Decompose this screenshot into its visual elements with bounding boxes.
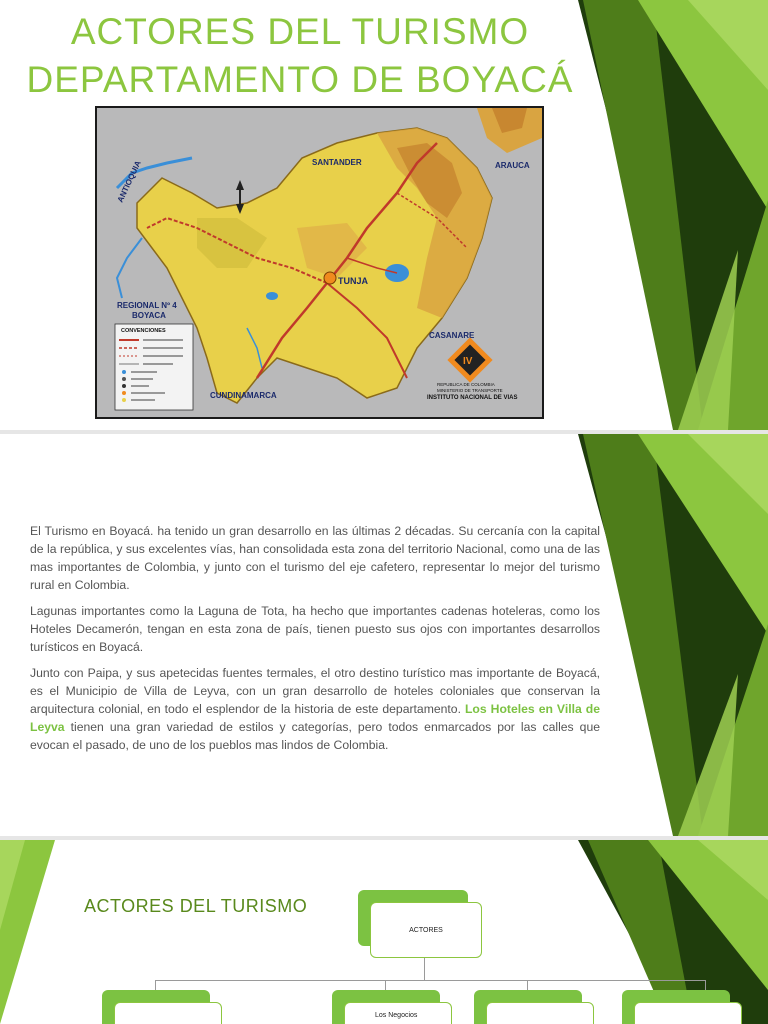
legend-title: CONVENCIONES xyxy=(121,328,166,334)
institution-line1: REPUBLICA DE COLOMBIA xyxy=(437,382,495,387)
green-triangle-decoration xyxy=(578,434,768,836)
label-arauca: ARAUCA xyxy=(495,161,530,170)
villa-de-leyva-hotels-link[interactable]: Los Hoteles en Villa de Leyva xyxy=(30,702,600,734)
paragraph-2: Lagunas importantes como la Laguna de Tota, ha hecho que importantes cadenas hoteleras, como los Hoteles Decamerón, tengan en esta zona de país, tienen puesto sus ojos con importantes desarrollos turísticos en Boyacá. xyxy=(30,604,600,654)
org-node-negocios xyxy=(344,1002,452,1024)
invias-logo-icon xyxy=(447,337,492,382)
regional-title: REGIONAL Nº 4 xyxy=(117,301,177,310)
label-santander: SANTANDER xyxy=(312,158,362,167)
org-node-4 xyxy=(634,1002,742,1024)
org-connector xyxy=(155,980,156,990)
org-connector xyxy=(424,958,425,980)
org-node-actores-label: ACTORES xyxy=(409,927,443,934)
label-antioquia: ANTIOQUIA xyxy=(115,159,143,204)
section-title: ACTORES DEL TURISMO xyxy=(84,896,308,916)
green-triangle-decoration xyxy=(578,0,768,430)
page-title-line1: ACTORES DEL TURISMO xyxy=(70,11,530,52)
label-cundinamarca: CUNDINAMARCA xyxy=(210,391,277,400)
slide-actors-chart xyxy=(0,840,768,1024)
tourism-description xyxy=(30,522,600,762)
org-connector xyxy=(527,980,528,990)
green-triangle-decoration-left xyxy=(0,840,70,1024)
institution-line2: MINISTERIO DE TRANSPORTE xyxy=(437,388,503,393)
org-connector xyxy=(705,980,706,990)
regional-subtitle: BOYACA xyxy=(132,311,166,320)
paragraph-3-tail: tienen una gran variedad de estilos y categorías, pero todos enmarcados por las calles que evocan el pasado, de uno de los pueblos mas lindos de Colombia. xyxy=(30,720,601,752)
org-node-actores xyxy=(370,902,482,958)
org-node-negocios-label: Los Negocios xyxy=(375,1012,418,1019)
paragraph-3 xyxy=(30,664,600,754)
slide-map xyxy=(0,0,768,430)
org-connector xyxy=(385,980,386,990)
org-node-3 xyxy=(486,1002,594,1024)
label-tunja: TUNJA xyxy=(338,276,369,286)
label-casanare: CASANARE xyxy=(429,331,475,340)
map-legend xyxy=(115,324,193,410)
svg-text:IV: IV xyxy=(463,356,473,367)
boyaca-road-map xyxy=(95,106,544,419)
org-connector xyxy=(155,980,705,981)
institution-line3: INSTITUTO NACIONAL DE VIAS xyxy=(427,395,518,401)
page-title-line2: DEPARTAMENTO DE BOYACÁ xyxy=(26,59,574,100)
paragraph-1: El Turismo en Boyacá. ha tenido un gran desarrollo en las últimas 2 décadas. Su cercanía con la capital de la república, y sus excelentes vías, han consolidada esta zona del territorio Nacional, como una de las mas importantes de Colombia, y junto con el turismo del eje cafetero, representar lo mejor del turismo rural en Colombia. xyxy=(30,524,600,592)
org-node-1 xyxy=(114,1002,222,1024)
slide-text xyxy=(0,434,768,836)
paragraph-3-text: Junto con Paipa, y sus apetecidas fuentes termales, el otro destino turístico mas importante de Boyacá, es el Municipio de Villa de Leyva, con un gran desarrollo de hoteles coloniales que conservan la arquitectura colonial, en todo el esplendor de la historia de este departamento. xyxy=(30,666,600,716)
